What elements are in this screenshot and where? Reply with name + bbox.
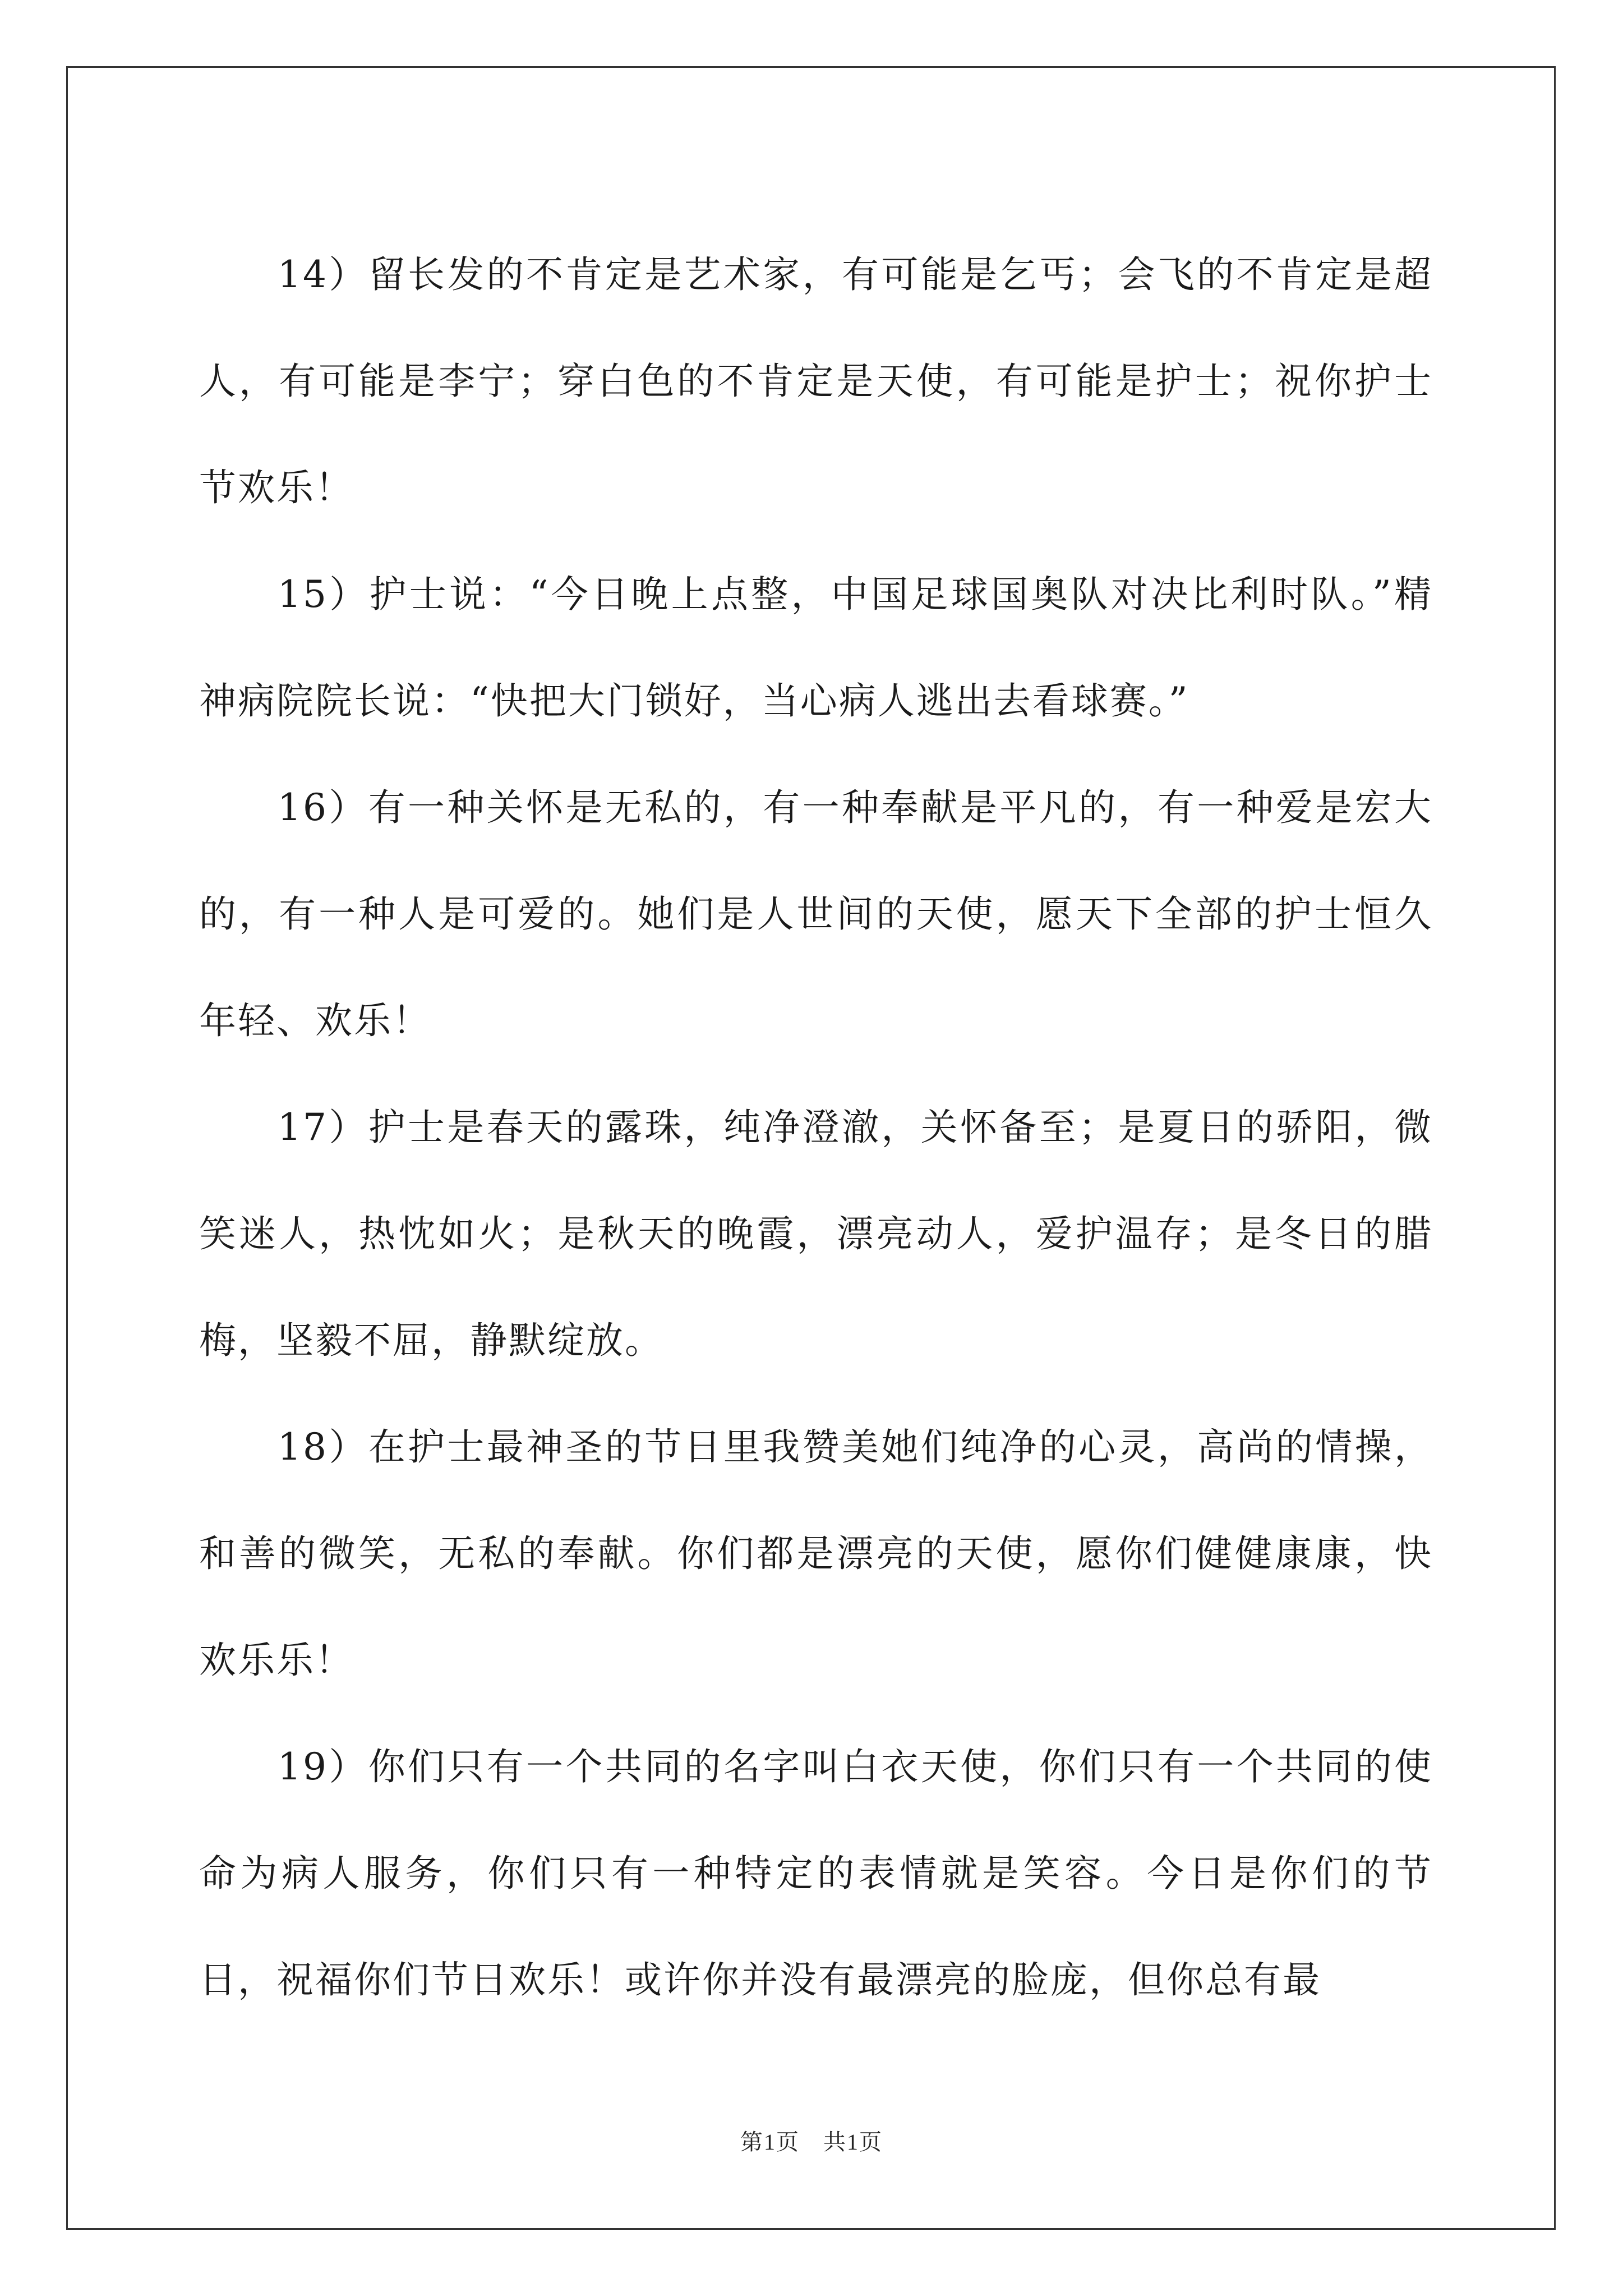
paragraph-14: 14）留长发的不肯定是艺术家，有可能是乞丐；会飞的不肯定是超人，有可能是李宁；穿白色的不肯定是天使，有可能是护士；祝你护士节欢乐！ (199, 253, 1433, 509)
paragraph-17: 17）护士是春天的露珠，纯净澄澈，关怀备至；是夏日的骄阳，微笑迷人，热忱如火；是秋天的晚霞，漂亮动人，爱护温存；是冬日的腊梅，坚毅不屈，静默绽放。 (199, 1106, 1433, 1362)
document-body (199, 222, 1433, 2033)
paragraph-16: 16）有一种关怀是无私的，有一种奉献是平凡的，有一种爱是宏大的，有一种人是可爱的。她们是人世间的天使，愿天下全部的护士恒久年轻、欢乐！ (199, 786, 1433, 1042)
paragraph-19: 19）你们只有一个共同的名字叫白衣天使，你们只有一个共同的使命为病人服务，你们只有一种特定的表情就是笑容。今日是你们的节日，祝福你们节日欢乐！或许你并没有最漂亮的脸庞，但你总有最 (199, 1745, 1433, 2001)
page-number-footer: 第1页 共1页 (740, 2129, 883, 2155)
paragraph-18: 18）在护士最神圣的节日里我赞美她们纯净的心灵，高尚的情操，和善的微笑，无私的奉献。你们都是漂亮的天使，愿你们健健康康，快欢乐乐！ (199, 1425, 1433, 1682)
paragraph-15: 15）护士说：“今日晚上点整，中国足球国奥队对决比利时队。”精神病院院长说：“快把大门锁好，当心病人逃出去看球赛。” (199, 573, 1433, 723)
